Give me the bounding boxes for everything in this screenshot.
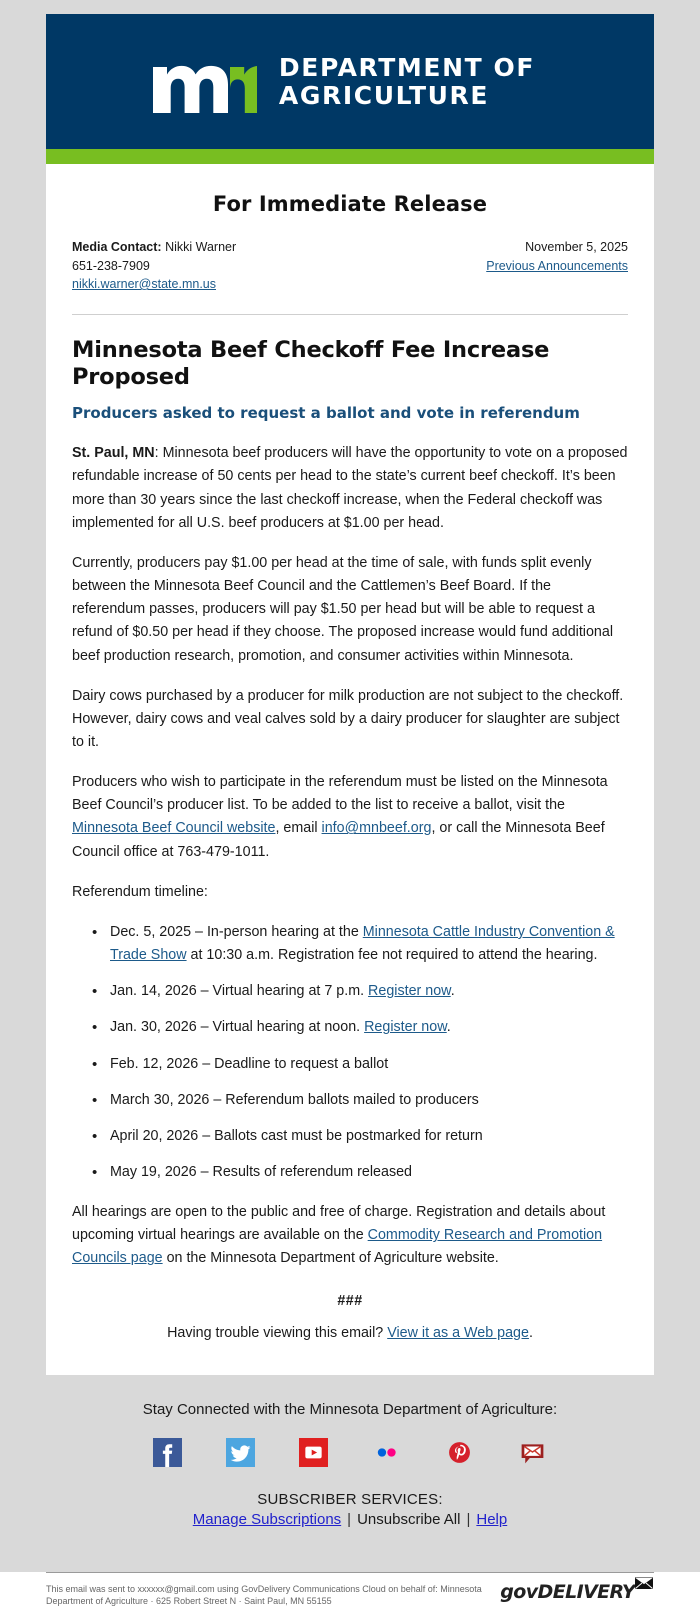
dateline: St. Paul, MN	[72, 445, 155, 462]
release-date: November 5, 2025	[525, 240, 628, 254]
pinterest-icon	[445, 1438, 474, 1467]
list-item	[110, 1089, 628, 1112]
facebook-link[interactable]	[153, 1438, 182, 1467]
list-item	[110, 1161, 628, 1184]
register-now-link-jan30[interactable]: Register now	[364, 1019, 447, 1036]
timeline-text-before: Feb. 12, 2026 – Deadline to request a ballot	[110, 1055, 389, 1072]
govdelivery-line-2: Department of Agriculture · 625 Robert Street N · Saint Paul, MN 55155	[46, 1596, 332, 1607]
commodity-councils-link[interactable]: Commodity Research and Promotion Councils page	[72, 1227, 603, 1267]
referendum-timeline-list	[72, 921, 628, 1184]
facebook-icon	[153, 1438, 182, 1467]
release-date-block	[486, 238, 628, 275]
media-contact-name: Nikki Warner	[165, 240, 237, 254]
govdelivery-line-1: This email was sent to xxxxxx@gmail.com using GovDelivery Communications Cloud on behalf of: Minnesota	[46, 1583, 482, 1594]
govdelivery-sent-to-text	[46, 1583, 482, 1609]
mnbeef-email-link[interactable]: info@mnbeef.org	[321, 820, 432, 837]
govdelivery-wordmark: govDELIVERY	[500, 1580, 635, 1603]
mn-logo-icon	[153, 51, 257, 113]
paragraph-2: Currently, producers pay $1.00 per head at the time of sale, with funds split evenly between the Minnesota Beef Council and the Cattlemen’s Beef Board. If the referendum passes, producers will pay $1.50 per head but will be able to request a refund of $0.50 per head if they choose. The proposed increase would fund additional beef production research, promotion, and consumer activities within Minnesota.	[72, 554, 614, 664]
paragraph-5-part-a: All hearings are open to the public and free of charge. Registration and details about upcoming virtual hearings are available on the	[72, 1204, 606, 1244]
stay-connected-title: Stay Connected with the Minnesota Department of Agriculture:	[142, 1400, 558, 1418]
trouble-viewing-text: Having trouble viewing this email?	[167, 1324, 388, 1341]
unsubscribe-all-text[interactable]: Unsubscribe All	[357, 1510, 461, 1528]
email-card	[46, 14, 654, 1375]
media-contact-email-link[interactable]: nikki.warner@state.mn.us	[72, 277, 216, 291]
end-marker: ###	[337, 1292, 363, 1309]
paragraph-5-part-b: on the Minnesota Department of Agriculture website.	[162, 1250, 499, 1267]
email-icon	[518, 1438, 547, 1467]
twitter-icon	[226, 1438, 255, 1467]
twitter-link[interactable]	[226, 1438, 255, 1467]
timeline-text-before: March 30, 2026 – Referendum ballots mailed to producers	[110, 1091, 479, 1108]
view-as-web-page-row	[72, 1325, 628, 1375]
timeline-text-after: at 10:30 a.m. Registration fee not required to attend the hearing.	[186, 947, 598, 964]
paragraph-1-text: : Minnesota beef producers will have the opportunity to vote on a proposed refundable increase of 50 cents per head to the state’s current beef checkoff. It’s been more than 30 years since the last checkoff increase, when the Federal checkoff was implemented for all U.S. beef producers at $1.00 per head.	[72, 445, 628, 531]
media-contact-label: Media Contact:	[72, 240, 162, 254]
paragraph-4-part-a: Producers who wish to participate in the referendum must be listed on the Minnesota Beef Council’s producer list. To be added to the list to receive a ballot, visit the	[72, 774, 608, 814]
masthead-banner	[46, 14, 654, 149]
link-separator-2: |	[466, 1510, 471, 1528]
govdelivery-logo[interactable]	[500, 1580, 654, 1603]
green-accent-rule	[46, 149, 654, 164]
department-title	[279, 54, 535, 110]
social-links-row	[0, 1438, 700, 1467]
manage-subscriptions-link[interactable]: Manage Subscriptions	[192, 1510, 342, 1528]
stay-connected-footer	[0, 1375, 700, 1550]
timeline-text-before: Jan. 30, 2026 – Virtual hearing at noon.	[110, 1019, 365, 1036]
list-item	[110, 1016, 628, 1039]
youtube-icon	[299, 1438, 328, 1467]
link-separator-1: |	[347, 1510, 352, 1528]
timeline-text-before: April 20, 2026 – Ballots cast must be postmarked for return	[110, 1127, 483, 1144]
timeline-text-after: .	[450, 983, 455, 1000]
timeline-intro: Referendum timeline:	[72, 883, 208, 900]
list-item	[110, 921, 628, 967]
timeline-text-before: Jan. 14, 2026 – Virtual hearing at 7 p.m.	[110, 983, 369, 1000]
dept-line-2: AGRICULTURE	[278, 80, 490, 110]
timeline-text-after: .	[446, 1019, 451, 1036]
govdelivery-envelope-icon	[634, 1576, 654, 1592]
paragraph-3: Dairy cows purchased by a producer for milk production are not subject to the checkoff. However, dairy cows and veal calves sold by a dairy producer for slaughter are subject to it.	[72, 687, 624, 750]
pinterest-link[interactable]	[445, 1438, 474, 1467]
list-item	[110, 1053, 628, 1076]
help-link[interactable]: Help	[476, 1510, 508, 1528]
for-immediate-release-title: For Immediate Release	[212, 192, 488, 216]
article-headline: Minnesota Beef Checkoff Fee Increase Proposed	[72, 336, 550, 390]
previous-announcements-link[interactable]: Previous Announcements	[486, 258, 628, 273]
govdelivery-divider	[46, 1572, 654, 1573]
cattle-convention-link[interactable]: Minnesota Cattle Industry Convention & Trade Show	[110, 923, 615, 964]
article-body	[72, 315, 628, 1375]
media-contact-line	[72, 238, 236, 257]
paragraph-1	[72, 442, 628, 535]
subscriber-links-row	[0, 1511, 700, 1528]
mn-beef-council-website-link[interactable]: Minnesota Beef Council website	[72, 820, 276, 837]
register-now-link-jan14[interactable]: Register now	[368, 983, 451, 1000]
paragraph-4-part-c: , or call the Minnesota Beef Council office at 763-479-1011.	[72, 820, 605, 860]
flickr-icon	[372, 1438, 401, 1467]
paragraph-4-part-b: , email	[275, 820, 322, 837]
timeline-text-before: May 19, 2026 – Results of referendum released	[110, 1164, 412, 1180]
list-item	[110, 1125, 628, 1148]
youtube-link[interactable]	[299, 1438, 328, 1467]
trouble-suffix: .	[528, 1324, 533, 1341]
media-contact-block	[72, 238, 236, 294]
timeline-text-before: Dec. 5, 2025 – In-person hearing at the	[110, 923, 363, 940]
release-meta-row	[72, 238, 628, 294]
paragraph-5	[72, 1201, 628, 1270]
media-contact-phone: 651-238-7909	[72, 258, 150, 273]
list-item	[110, 980, 628, 1003]
flickr-link[interactable]	[372, 1438, 401, 1467]
dept-line-1: DEPARTMENT OF	[278, 52, 536, 82]
view-as-web-page-link[interactable]: View it as a Web page	[387, 1324, 529, 1341]
article-subhead: Producers asked to request a ballot and vote in referendum	[72, 403, 580, 422]
mda-logo-lockup[interactable]	[153, 51, 535, 113]
paragraph-4	[72, 771, 628, 864]
govdelivery-footer	[0, 1572, 700, 1618]
subscriber-services-label: SUBSCRIBER SERVICES:	[257, 1490, 443, 1508]
email-subscribe-link[interactable]	[518, 1438, 547, 1467]
